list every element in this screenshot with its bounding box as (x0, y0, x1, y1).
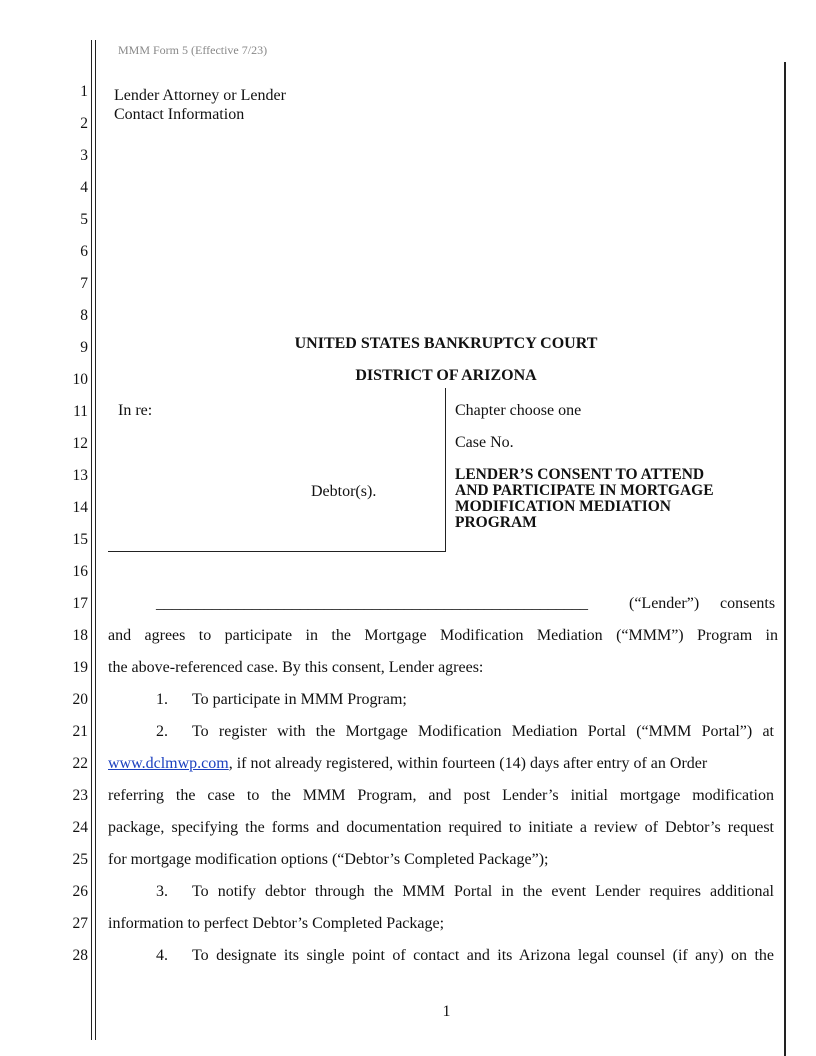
line-number: 22 (72, 755, 88, 772)
line-number: 19 (72, 659, 88, 676)
line-number: 27 (72, 915, 88, 932)
line-number: 10 (72, 371, 88, 388)
line-number: 18 (72, 627, 88, 644)
lender-defined-term: (“Lender”) (629, 595, 700, 612)
lender-name-blank: ______________________________________________________ (156, 595, 588, 612)
line-number: 21 (72, 723, 88, 740)
line-number: 4 (80, 179, 88, 196)
item-1-number: 1. (156, 691, 168, 708)
title-line-3: MODIFICATION MEDIATION (455, 498, 672, 515)
body-line-19: the above-referenced case. By this consent, Lender agrees: (108, 659, 484, 676)
body-line-18: and agrees to participate in the Mortgage Modification Mediation (“MMM”) Program in (108, 627, 778, 644)
consents-word: consents (720, 595, 776, 612)
caption-debtor: Debtor(s). (311, 483, 377, 500)
page-number: 1 (442, 1003, 451, 1020)
caption-divider-vertical (445, 388, 446, 552)
item-2-line-22 (108, 754, 707, 774)
line-number: 9 (80, 339, 88, 356)
item-2-text: To register with the Mortgage Modification Mediation Portal (“MMM Portal”) at (192, 723, 774, 740)
title-line-4: PROGRAM (455, 514, 537, 531)
item-3-text: To notify debtor through the MMM Portal in the event Lender requires additional (192, 883, 774, 900)
court-district: DISTRICT OF ARIZONA (355, 367, 537, 384)
line-number: 15 (72, 531, 88, 548)
line-number: 26 (72, 883, 88, 900)
right-margin-rule (784, 62, 786, 1056)
left-margin-rule (91, 40, 92, 1040)
line-number: 14 (72, 499, 88, 516)
item-3-line-27: information to perfect Debtor’s Completed Package; (108, 915, 445, 932)
line-number: 24 (72, 819, 88, 836)
contact-line-2: Contact Information (114, 106, 245, 123)
line-number: 6 (80, 243, 88, 260)
caption-in-re: In re: (118, 402, 153, 419)
line-number: 13 (72, 467, 88, 484)
item-2-line-24: package, specifying the forms and documentation required to initiate a review of Debtor’s request (108, 819, 774, 836)
form-label: MMM Form 5 (Effective 7/23) (118, 43, 268, 57)
item-4-number: 4. (156, 947, 168, 964)
item-3-number: 3. (156, 883, 168, 900)
contact-line-1: Lender Attorney or Lender (114, 87, 286, 104)
court-name: UNITED STATES BANKRUPTCY COURT (294, 335, 598, 352)
item-4-text: To designate its single point of contact and its Arizona legal counsel (if any) on the (192, 947, 774, 964)
line-number: 25 (72, 851, 88, 868)
line-number: 23 (72, 787, 88, 804)
title-line-2: AND PARTICIPATE IN MORTGAGE (455, 482, 714, 499)
line-number: 5 (80, 211, 88, 228)
item-2-line-22-rest: , if not already registered, within fourteen (14) days after entry of an Order (228, 755, 708, 772)
line-number: 2 (80, 115, 88, 132)
line-number: 3 (80, 147, 88, 164)
line-number: 1 (80, 83, 88, 100)
caption-case-no: Case No. (455, 434, 514, 451)
line-number: 17 (72, 595, 88, 612)
item-2-line-23: referring the case to the MMM Program, and post Lender’s initial mortgage modification (108, 787, 774, 804)
line-number: 7 (80, 275, 88, 292)
line-number: 16 (72, 563, 88, 580)
item-1-text: To participate in MMM Program; (192, 691, 407, 708)
line-number: 11 (73, 403, 88, 420)
title-line-1: LENDER’S CONSENT TO ATTEND (455, 466, 705, 483)
item-2-number: 2. (156, 723, 168, 740)
line-number: 20 (72, 691, 88, 708)
document-title (455, 467, 775, 531)
line-number: 8 (80, 307, 88, 324)
caption-chapter: Chapter choose one (455, 402, 582, 419)
line-number: 28 (72, 947, 88, 964)
left-margin-rule-inner (95, 40, 96, 1040)
caption-divider-horizontal (108, 551, 446, 552)
item-2-line-25: for mortgage modification options (“Debtor’s Completed Package”); (108, 851, 549, 868)
portal-link[interactable]: www.dclmwp.com (108, 755, 229, 772)
line-number: 12 (72, 435, 88, 452)
